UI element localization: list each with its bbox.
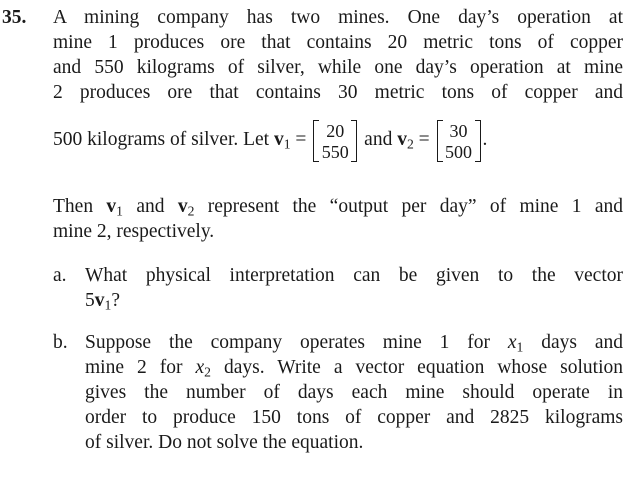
right-bracket (475, 120, 481, 162)
intro-line-4: 2 produces ore that contains 30 metric tons of copper and (53, 82, 623, 103)
v2-subscript: 2 (406, 136, 414, 152)
part-a-label: a. (53, 265, 67, 286)
intro-line-3: and 550 kilograms of silver, while one day’s operation at mine (53, 57, 623, 78)
part-b-line-5: of silver. Do not solve the equation. (85, 432, 364, 453)
part-a-line-1: What physical interpretation can be given to the vector (85, 265, 623, 286)
part-b-line-1: Suppose the company operates mine 1 for $x_1$ days and (85, 332, 623, 355)
part-b-line-4: order to produce 150 tons of copper and 2825 kilograms (85, 407, 623, 428)
v2-entry-2: 500 (445, 141, 473, 162)
equals-2: = (413, 129, 435, 150)
part-b-label: b. (53, 332, 68, 353)
v1-subscript: 1 (283, 136, 291, 152)
problem-number: 35. (2, 7, 27, 28)
and-text: and (359, 129, 398, 150)
v1-entry-1: 20 (326, 120, 345, 141)
then-line-2: mine 2, respectively. (53, 221, 215, 242)
v1-entry-2: 550 (321, 141, 349, 162)
part-b-line-2: mine 2 for $x_2$ days. Write a vector equation whose solution (85, 357, 623, 380)
let-end: . (482, 129, 488, 150)
right-bracket (351, 120, 357, 162)
equals-1: = (290, 129, 312, 150)
intro-line-2: mine 1 produces ore that contains 20 metric tons of copper (53, 32, 623, 53)
part-b-line-3: gives the number of days each mine should operate in (85, 382, 623, 403)
v2-symbol: v (397, 129, 407, 150)
v2-entry-1: 30 (449, 120, 468, 141)
then-line-1: Then $v_1$ and $v_2$ represent the “output per day” of mine 1 and (53, 196, 623, 219)
vector-v1 (313, 118, 357, 164)
v1-symbol: v (273, 129, 284, 150)
let-line (53, 115, 487, 165)
part-a-line-2: $5v_1$? (85, 290, 120, 313)
let-prefix: 500 kilograms of silver. Let (53, 129, 274, 150)
vector-v2 (437, 118, 481, 164)
intro-line-1: A mining company has two mines. One day’s operation at (53, 7, 623, 28)
